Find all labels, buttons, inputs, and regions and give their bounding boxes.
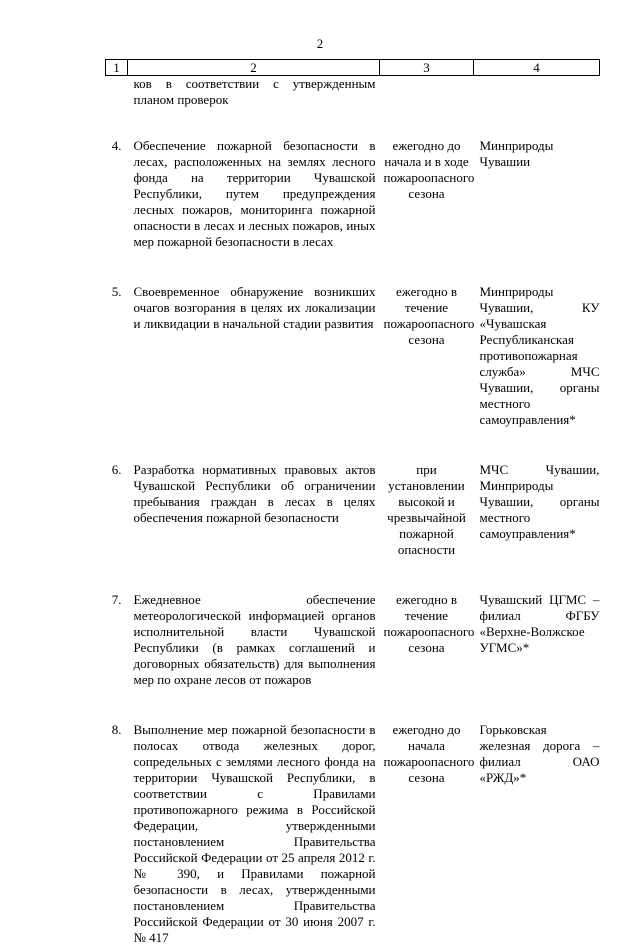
row-description: Ежедневное обеспечение метеорологической информацией органов исполнительной власти Чувашской Республики (в рамках соглашений и договорных обязательств) для выполнения мер по охране лесов от пожаров <box>133 592 376 687</box>
row-responsible: Минприроды Чувашии, КУ «Чувашская Республиканская противопожарная служба» МЧС Чувашии, органы местного самоуправления* <box>479 284 600 427</box>
table-header <box>106 60 600 76</box>
page-number: 2 <box>316 36 324 51</box>
table-row <box>106 76 600 139</box>
row-responsible: Горьковская железная дорога – филиал ОАО «РЖД»* <box>479 722 600 785</box>
row-term: ежегодно в течение пожароопасного сезона <box>383 284 475 347</box>
row-term <box>380 76 474 139</box>
row-term: ежегодно в течение пожароопасного сезона <box>383 592 475 655</box>
row-description: Разработка нормативных правовых актов Чувашской Республики об ограничении пребывания граждан в лесах в целях обеспечения пожарной безопасности <box>133 462 376 525</box>
table-row <box>106 592 600 722</box>
row-term: ежегодно до начала и в ходе пожароопасного сезона <box>383 138 475 201</box>
row-responsible: Минприроды Чувашии <box>479 138 554 169</box>
header-col-1: 1 <box>106 60 128 76</box>
table-row <box>106 138 600 284</box>
row-number: 7. <box>111 592 122 607</box>
measures-table <box>105 59 600 946</box>
row-responsible: МЧС Чувашии, Минприроды Чувашии, органы местного самоуправления* <box>479 462 600 541</box>
row-term: ежегодно до начала пожароопасного сезона <box>383 722 475 785</box>
row-description: Выполнение мер пожарной безопасности в полосах отвода железных дорог, сопредельных с землями лесного фонда на территории Чувашской Республики, в соответствии с Правилами противопожарного режима в Российской Федерации, утвержденными постановлением Правительства Российской Федерации от 25 апреля 2012 г. № 390, и Правилами пожарной безопасности в лесах, утвержденными постановлением Правительства Российской Федерации от 30 июня 2007 г. № 417 <box>133 722 376 945</box>
header-col-2: 2 <box>128 60 380 76</box>
table-row <box>106 462 600 592</box>
header-col-4: 4 <box>474 60 600 76</box>
row-description: Своевременное обнаружение возникших очагов возгорания в целях их локализации и ликвидации в начальной стадии развития <box>133 284 376 331</box>
row-description: ков в соответствии с утвержденным планом проверок <box>133 76 376 107</box>
table-row <box>106 284 600 462</box>
header-col-3: 3 <box>380 60 474 76</box>
row-description: Обеспечение пожарной безопасности в лесах, расположенных на землях лесного фонда на территории Чувашской Республики, путем предупреждения лесных пожаров, мониторинга пожарной опасности в лесах и лесных пожаров, иных мер пожарной безопасности в лесах <box>133 138 376 249</box>
row-responsible <box>474 76 600 139</box>
row-number: 4. <box>111 138 122 153</box>
row-number: 5. <box>111 284 122 299</box>
row-number: 6. <box>111 462 122 477</box>
row-term: при установлении высокой и чрезвычайной пожарной опасности <box>387 462 466 557</box>
row-number: 8. <box>111 722 122 737</box>
row-number <box>106 76 128 139</box>
row-responsible: Чувашский ЦГМС – филиал ФГБУ «Верхне-Волжское УГМС»* <box>479 592 600 655</box>
table-row <box>106 722 600 946</box>
